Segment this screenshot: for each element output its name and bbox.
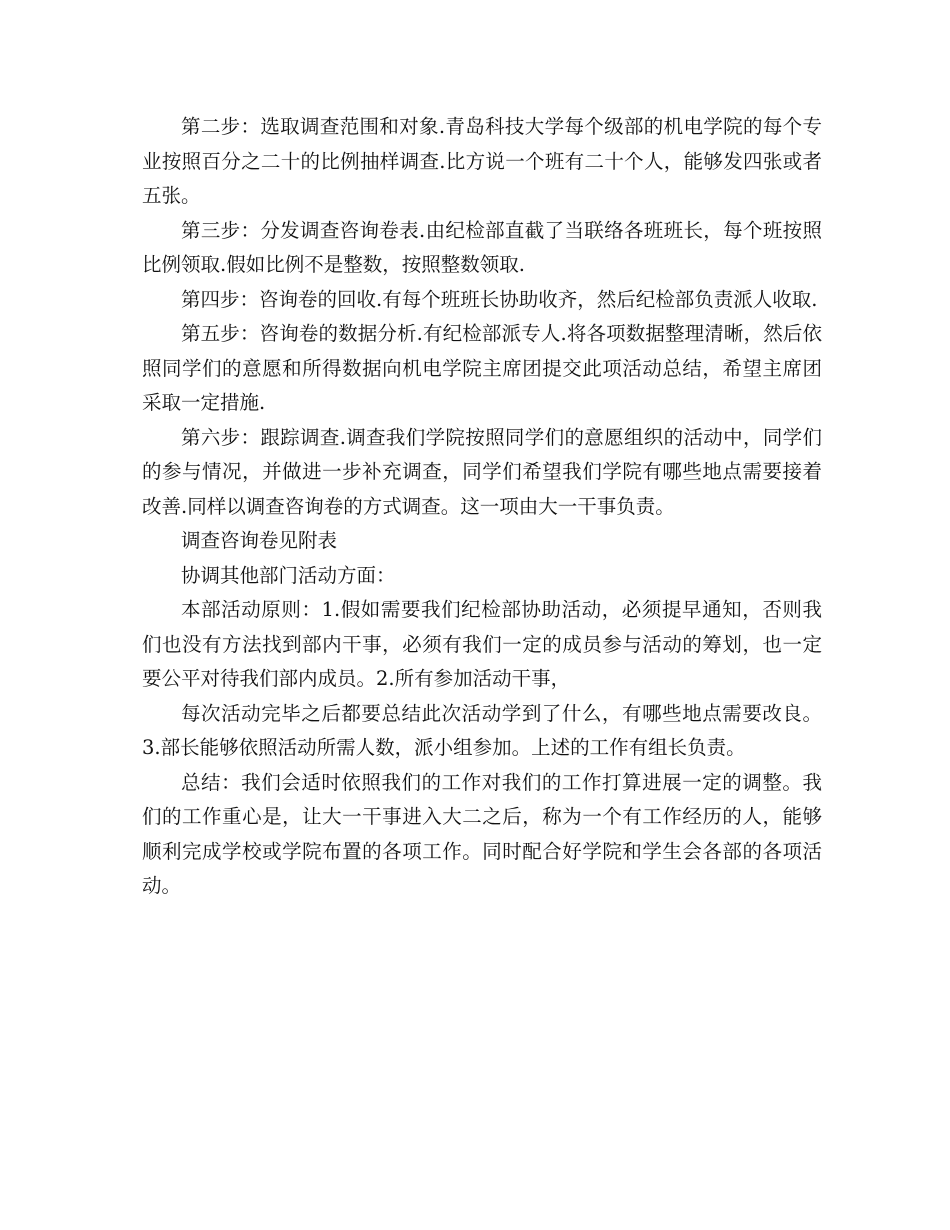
paragraph-step-five: 第五步：咨询卷的数据分析.有纪检部派专人.将各项数据整理清晰，然后依照同学们的意愿和所得数据向机电学院主席团提交此项活动总结，希望主席团采取一定措施.: [142, 322, 822, 414]
document-body: [142, 110, 822, 904]
paragraph-step-six: 第六步：跟踪调查.调查我们学院按照同学们的意愿组织的活动中，同学们的参与情况，并做进一步补充调查，同学们希望我们学院有哪些地点需要接着改善.同样以调查咨询卷的方式调查。这一项由大一干事负责。: [142, 425, 822, 518]
paragraph-coordination-heading: 协调其他部门活动方面：: [181, 563, 396, 587]
paragraph-step-four: 第四步：咨询卷的回收.有每个班班长协助收齐，然后纪检部负责派人收取.: [181, 287, 818, 311]
paragraph-principles-continued: 每次活动完毕之后都要总结此次活动学到了什么，有哪些地点需要改良。3.部长能够依照活动所需人数，派小组参加。上述的工作有组长负责。: [142, 701, 822, 759]
paragraph-summary: 总结：我们会适时依照我们的工作对我们的工作打算进展一定的调整。我们的工作重心是，让大一干事进入大二之后，称为一个有工作经历的人，能够顺利完成学校或学院布置的各项工作。同时配合好学院和学生会各部的各项活动。: [142, 770, 822, 897]
paragraph-appendix-note: 调查咨询卷见附表: [181, 529, 338, 552]
paragraph-step-two: 第二步：选取调查范围和对象.青岛科技大学每个级部的机电学院的每个专业按照百分之二十的比例抽样调查.比方说一个班有二十个人，能够发四张或者五张。: [142, 115, 822, 207]
paragraph-principles: 本部活动原则：1.假如需要我们纪检部协助活动，必须提早通知，否则我们也没有方法找到部内干事，必须有我们一定的成员参与活动的筹划，也一定要公平对待我们部内成员。2.所有参加活动干事，: [142, 598, 822, 690]
paragraph-step-three: 第三步：分发调查咨询卷表.由纪检部直截了当联络各班班长，每个班按照比例领取.假如比例不是整数，按照整数领取.: [142, 218, 822, 276]
